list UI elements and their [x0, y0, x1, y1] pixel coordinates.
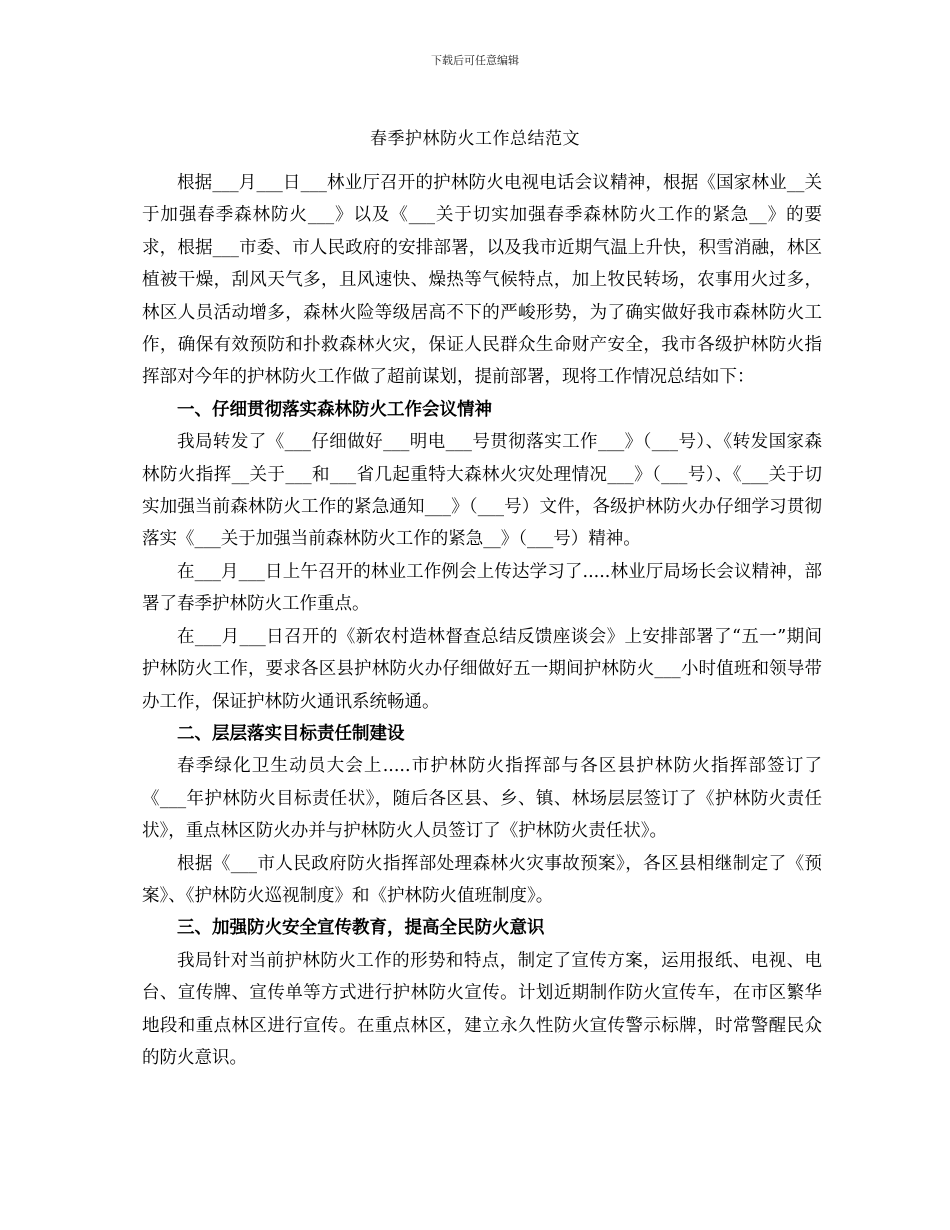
section-2-paragraph-1: 春季绿化卫生动员大会上.....市护林防火指挥部与各区县护林防火指挥部签订了《___年护林防火目标责任状》，随后各区县、乡、镇、林场层层签订了《护林防火责任状》，重点林区防火办并与护林防火人员签订了《护林防火责任状》。	[142, 756, 822, 842]
intro-paragraph: 根据___月___日___林业厅召开的护林防火电视电话会议精神，根据《国家林业__关于加强春季森林防火___》以及《___关于切实加强春季森林防火工作的紧急__》的要求，根据___市委、市人民政府的安排部署，以及我市近期气温上升快，积雪消融，林区植被干燥，刮风天气多，且风速快、燥热等气候特点，加上牧民转场，农事用火过多，林区人员活动增多，森林火险等级居高不下的严峻形势，为了确实做好我市森林防火工作，确保有效预防和扑救森林火灾，保证人民群众生命财产安全，我市各级护林防火指挥部对今年的护林防火工作做了超前谋划，提前部署，现将工作情况总结如下：	[142, 173, 822, 388]
document-title: 春季护林防火工作总结范文	[370, 129, 580, 149]
section-1-paragraph-3: 在___月___日召开的《新农村造林督查总结反馈座谈会》上安排部署了“五一”期间护林防火工作，要求各区县护林防火办仔细做好五一期间护林防火___小时值班和领导带办工作，保证护林防火通讯系统畅通。	[142, 626, 823, 712]
section-1-paragraph-1: 我局转发了《___仔细做好___明电___号贯彻落实工作___》（___号）、《转发国家森林防火指挥__关于___和___省几起重特大森林火灾处理情况___》（___号）、《___关于切实加强当前森林防火工作的紧急通知___》（___号）文件，各级护林防火办仔细学习贯彻落实《___关于加强当前森林防火工作的紧急__》（___号）精神。	[142, 432, 822, 550]
section-3-heading: 三、加强防火安全宣传教育，提高全民防火意识	[177, 918, 545, 939]
document-body	[142, 167, 822, 1074]
section-3-paragraph-1: 我局针对当前护林防火工作的形势和特点，制定了宣传方案，运用报纸、电视、电台、宣传牌、宣传单等方式进行护林防火宣传。计划近期制作防火宣传车，在市区繁华地段和重点林区进行宣传。在重点林区，建立永久性防火宣传警示标牌，时常警醒民众的防火意识。	[142, 950, 822, 1068]
section-2-heading: 二、层层落实目标责任制建设	[177, 723, 405, 744]
section-1-heading: 一、仔细贯彻落实森林防火工作会议情神	[177, 399, 492, 420]
section-1-paragraph-2: 在___月___日上午召开的林业工作例会上传达学习了.....林业厅局场长会议精神，部署了春季护林防火工作重点。	[142, 561, 822, 615]
page-header-note: 下载后可任意编辑	[431, 54, 519, 67]
section-2-paragraph-2: 根据《___市人民政府防火指挥部处理森林火灾事故预案》，各区县相继制定了《预案》、《护林防火巡视制度》和《护林防火值班制度》。	[142, 853, 822, 906]
